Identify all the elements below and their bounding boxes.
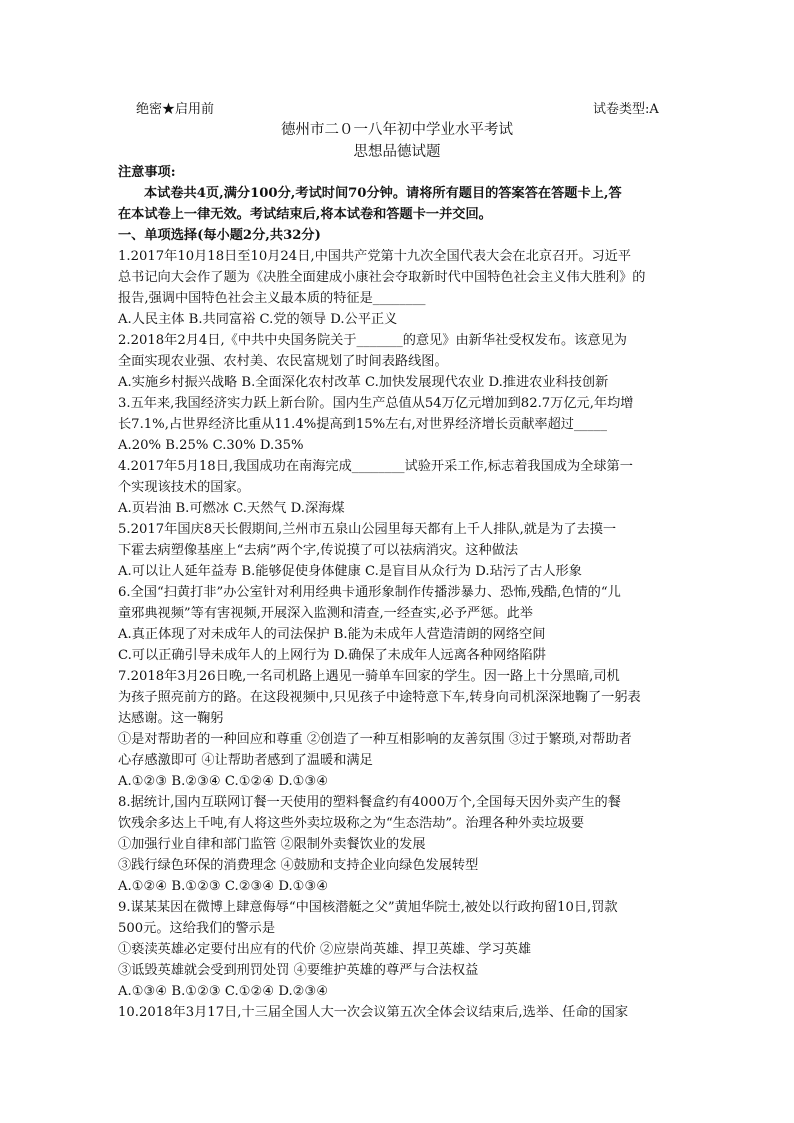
text-line: 一、单项选择(每小题2分,共32分) <box>118 228 321 243</box>
text-line: A.可以让人延年益寿 B.能够促使身体健康 C.是盲目从众行为 D.玷污了古人形象 <box>118 564 582 579</box>
text-line: A.①③④ B.①②③ C.①②④ D.②③④ <box>118 984 329 999</box>
text-line: ③践行绿色环保的消费理念 ④鼓励和支持企业向绿色发展转型 <box>118 858 479 873</box>
text-line: 4.2017年5月18日,我国成功在南海完成________试验开采工作,标志着我国成为全球第一 <box>118 459 633 474</box>
text-line: 达感谢。这一鞠躬 <box>118 711 224 726</box>
text-line: 为孩子照亮前方的路。在这段视频中,只见孩子中途特意下车,转身向司机深深地鞠了一躬表 <box>118 690 641 705</box>
text-line: 500元。这给我们的警示是 <box>118 921 276 936</box>
text-line: 个实现该技术的国家。 <box>118 480 250 495</box>
text-line: A.人民主体 B.共同富裕 C.党的领导 D.公平正义 <box>118 312 398 327</box>
text-line: 1.2017年10月18日至10月24日,中国共产党第十九次全国代表大会在北京召开。习近平 <box>118 249 632 264</box>
exam-subject: 思想品德试题 <box>353 144 441 160</box>
text-line: 下霍去病塑像基座上“去病”两个字,传说摸了可以祛病消灾。这种做法 <box>118 543 519 558</box>
text-line: C.可以正确引导未成年人的上网行为 D.确保了未成年人远离各种网络陷阱 <box>118 648 546 663</box>
text-line: 7.2018年3月26日晚,一名司机路上遇见一骑单车回家的学生。因一路上十分黑暗,司机 <box>118 669 620 684</box>
text-line: A.页岩油 B.可燃冰 C.天然气 D.深海煤 <box>118 501 345 516</box>
text-line: 5.2017年国庆8天长假期间,兰州市五泉山公园里每天都有上千人排队,就是为了去摸一 <box>118 522 617 537</box>
text-line: 长7.1%,占世界经济比重从11.4%提高到15%左右,对世界经济增长贡献率超过_____ <box>118 417 607 432</box>
text-line: 9.谋某某因在微博上肆意侮辱“中国核潜艇之父”黄旭华院士,被处以行政拘留10日,罚款 <box>118 900 618 915</box>
text-line: 10.2018年3月17日,十三届全国人大一次会议第五次全体会议结束后,选举、任命的国家 <box>118 1005 629 1020</box>
text-line: A.①②④ B.①②③ C.②③④ D.①③④ <box>118 879 329 894</box>
text-line: 全面实现农业强、农村美、农民富规划了时间表路线图。 <box>118 354 448 369</box>
text-line: ①亵渎英雄必定要付出应有的代价 ②应崇尚英雄、捍卫英雄、学习英雄 <box>118 942 532 957</box>
text-line: A.真正体现了对未成年人的司法保护 B.能为未成年人营造清朗的网络空间 <box>118 627 546 642</box>
text-line: ③诋毁英雄就会受到刑罚处罚 ④要维护英雄的尊严与合法权益 <box>118 963 479 978</box>
confidential-label: 绝密★启用前 <box>136 102 215 117</box>
text-line: 总书记向大会作了题为《决胜全面建成小康社会夺取新时代中国特色社会主义伟大胜利》的 <box>118 270 646 285</box>
document-body <box>118 162 678 1023</box>
text-line: 8.据统计,国内互联网订餐一天使用的塑料餐盒约有4000万个,全国每天因外卖产生的餐 <box>118 795 621 810</box>
exam-title: 德州市二０一八年初中学业水平考试 <box>281 122 513 138</box>
text-line: 童邪典视频”等有害视频,开展深入监测和清查,一经查实,必予严惩。此举 <box>118 606 533 621</box>
text-line: A.实施乡村振兴战略 B.全面深化农村改革 C.加快发展现代农业 D.推进农业科技创新 <box>118 375 609 390</box>
text-line: A.①②③ B.②③④ C.①②④ D.①③④ <box>118 774 329 789</box>
text-line: ①是对帮助者的一种回应和尊重 ②创造了一种互相影响的友善氛围 ③过于繁琐,对帮助者 <box>118 732 632 747</box>
text-line: 注意事项: <box>118 165 176 180</box>
text-line: 饮残余多达上千吨,有人将这些外卖垃圾称之为“生态浩劫”。治理各种外卖垃圾要 <box>118 816 585 831</box>
text-line: ①加强行业自律和部门监管 ②限制外卖餐饮业的发展 <box>118 837 426 852</box>
text-line: 3.五年来,我国经济实力跃上新台阶。国内生产总值从54万亿元增加到82.7万亿元,年均增 <box>118 396 634 411</box>
text-line: 报告,强调中国特色社会主义最本质的特征是________ <box>118 291 426 306</box>
text-line: A.20% B.25% C.30% D.35% <box>118 438 304 453</box>
paper-type-label: 试卷类型:A <box>593 102 659 117</box>
text-line: 本试卷共4页,满分100分,考试时间70分钟。请将所有题目的答案答在答题卡上,答 <box>144 186 622 201</box>
text-line: 在本试卷上一律无效。考试结束后,将本试卷和答题卡一并交回。 <box>118 207 492 222</box>
text-line: 6.全国“扫黄打非”办公室针对利用经典卡通形象制作传播涉暴力、恐怖,残酷,色情的“儿 <box>118 585 621 600</box>
text-line: 2.2018年2月4日,《中共中央国务院关于_______的意见》由新华社受权发布。该意见为 <box>118 333 627 348</box>
text-line: 心存感激即可 ④让帮助者感到了温暖和满足 <box>118 753 373 768</box>
